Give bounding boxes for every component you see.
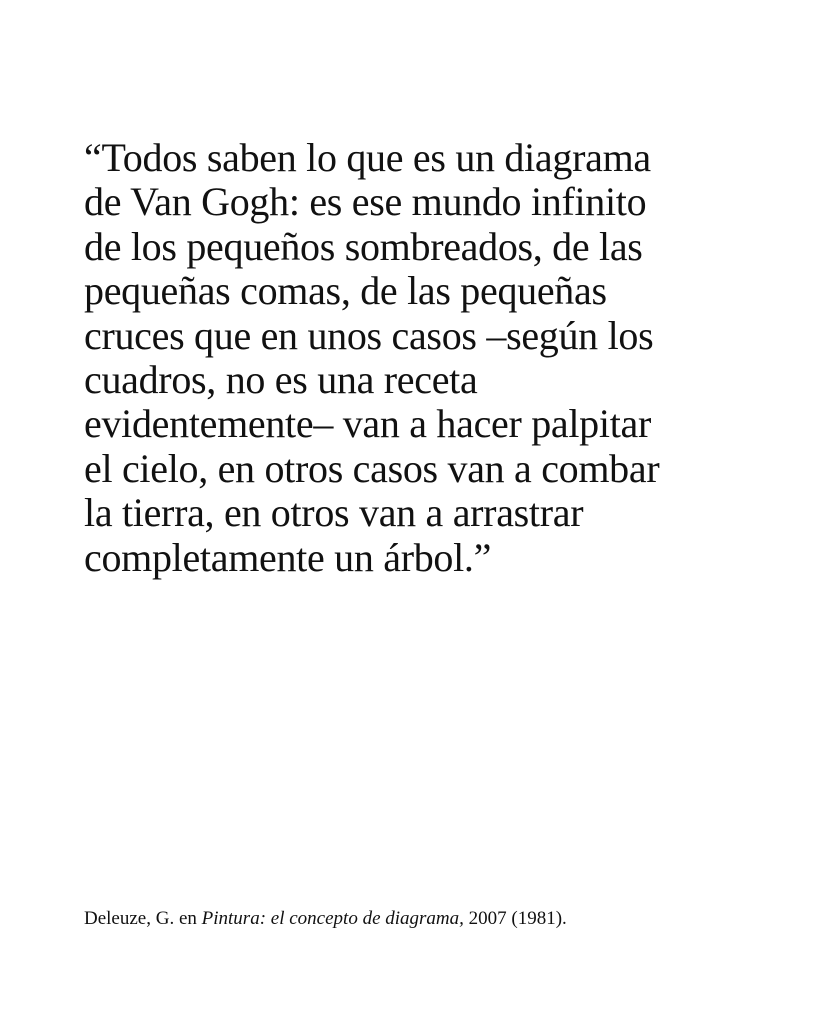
quote-line: de los pequeños sombreados, de las [84, 223, 643, 269]
citation-year: 2007 (1981). [463, 908, 567, 929]
quote-line: evidentemente– van a hacer palpitar [84, 401, 651, 447]
quote-line: el cielo, en otros casos van a combar [84, 445, 660, 491]
quote-block [84, 136, 764, 580]
quote-line: cruces que en unos casos –según los [84, 312, 654, 358]
citation [84, 906, 567, 932]
quote-line: pequeñas comas, de las pequeñas [84, 268, 607, 314]
quote-line: la tierra, en otros van a arrastrar [84, 490, 584, 536]
quote-line: cuadros, no es una receta [84, 357, 478, 403]
quote-line: completamente un árbol.” [84, 534, 492, 580]
citation-author: Deleuze, G. en [84, 908, 202, 929]
citation-work-title: Pintura: el concepto de diagrama, [201, 908, 464, 929]
quote-line: de Van Gogh: es ese mundo infinito [84, 179, 647, 225]
quote-line: “Todos saben lo que es un diagrama [84, 135, 651, 180]
